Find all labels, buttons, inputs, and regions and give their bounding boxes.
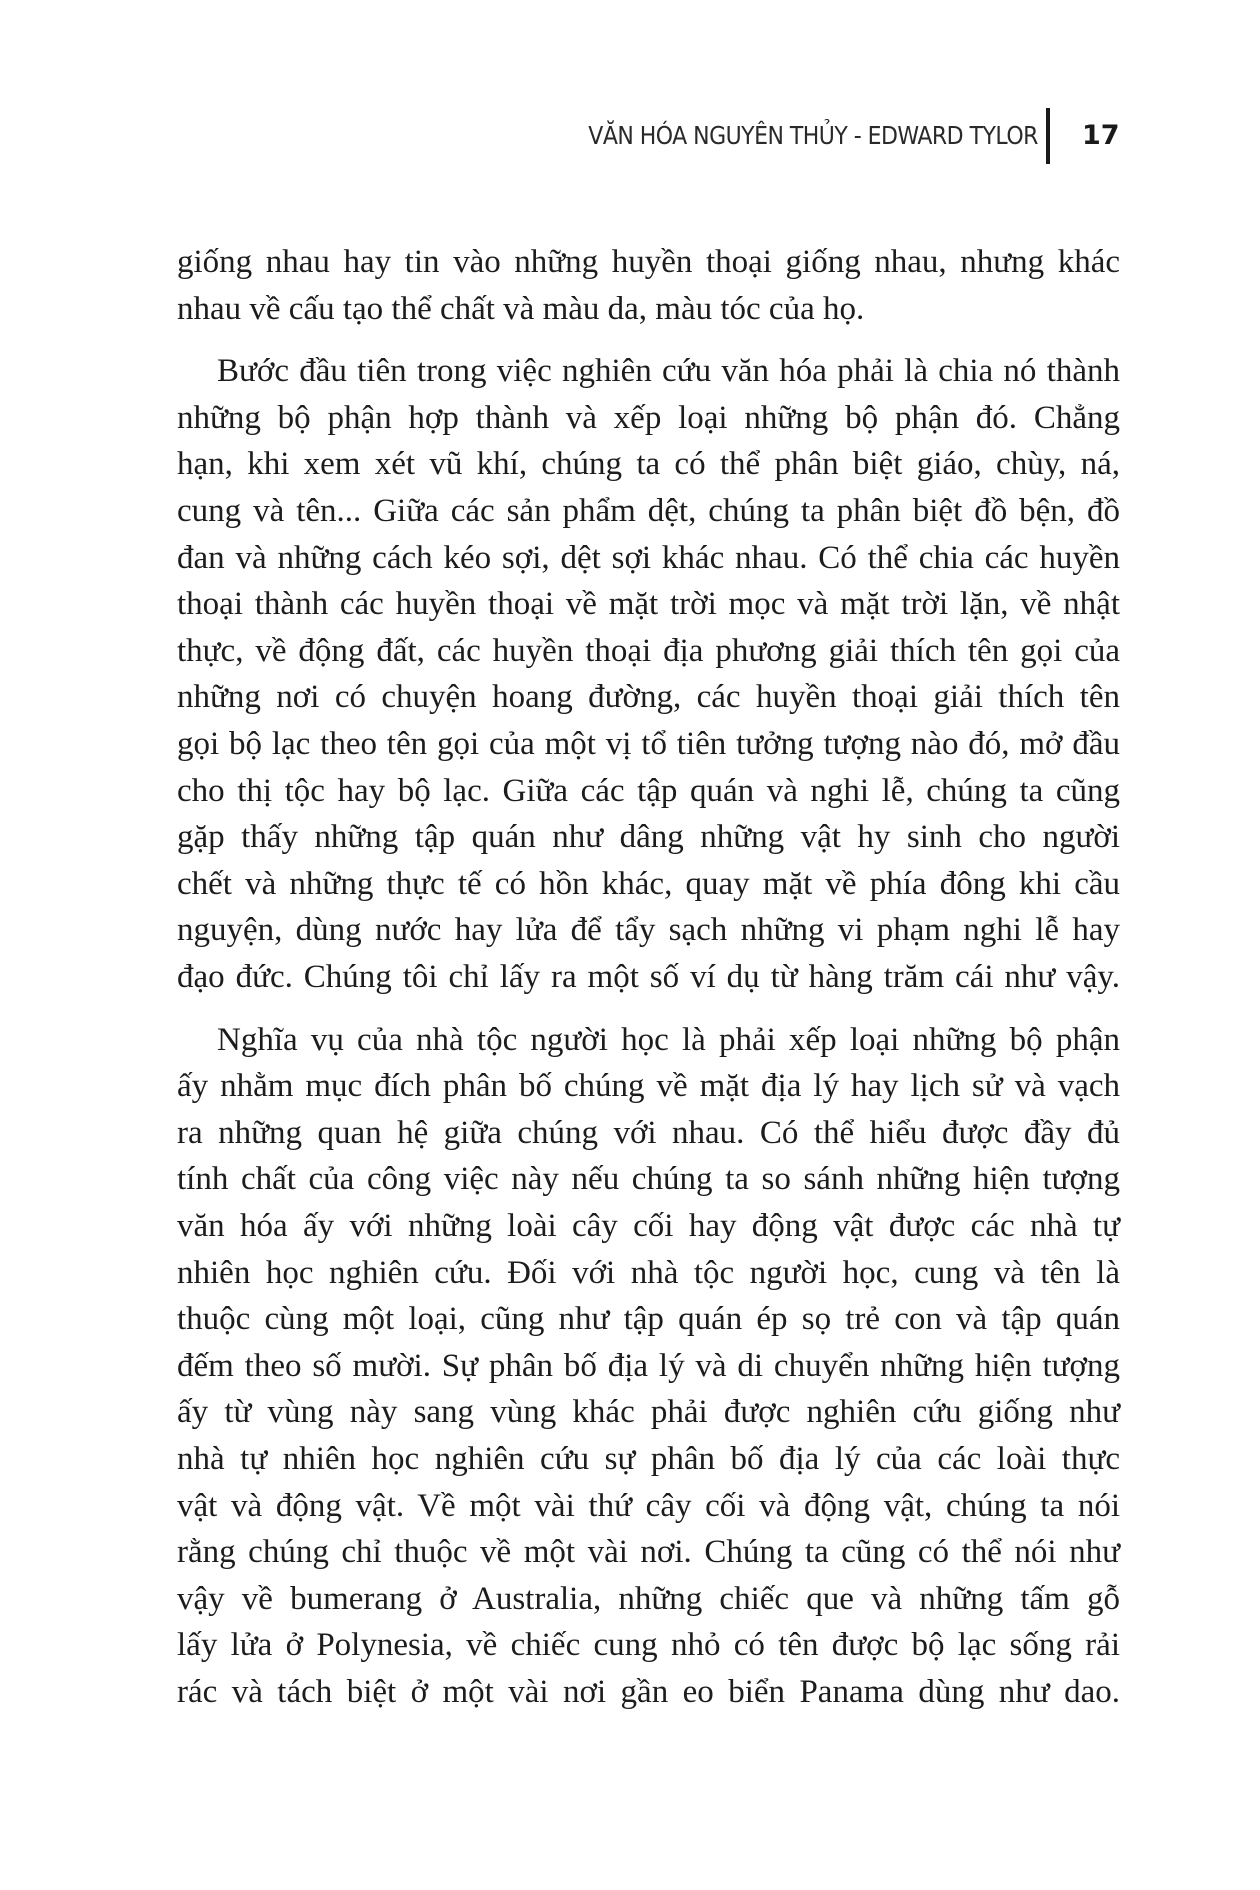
text-line: Bước đầu tiên trong việc nghiên cứu văn hóa phải là chia nó thành	[217, 353, 1120, 390]
running-title: VĂN HÓA NGUYÊN THỦY - EDWARD TYLOR	[588, 121, 1038, 150]
text-line: nhiên học nghiên cứu. Đối với nhà tộc người học, cung và tên là	[177, 1254, 1120, 1291]
text-line: đạo đức. Chúng tôi chỉ lấy ra một số ví dụ từ hàng trăm cái như vậy.	[177, 959, 1120, 995]
text-line: thuộc cùng một loại, cũng như tập quán ép sọ trẻ con và tập quán	[177, 1301, 1120, 1338]
text-line: nhà tự nhiên học nghiên cứu sự phân bố địa lý của các loài thực	[177, 1441, 1120, 1477]
text-line: những nơi có chuyện hoang đường, các huyền thoại giải thích tên	[177, 679, 1120, 716]
text-line: đan và những cách kéo sợi, dệt sợi khác nhau. Có thể chia các huyền	[177, 539, 1120, 576]
text-line: văn hóa ấy với những loài cây cối hay động vật được các nhà tự	[177, 1208, 1120, 1244]
text-line: nhau về cấu tạo thể chất và màu da, màu tóc của họ.	[177, 290, 865, 327]
running-header	[0, 112, 1260, 168]
text-line: cho thị tộc hay bộ lạc. Giữa các tập quán và nghi lễ, chúng ta cũng	[177, 772, 1120, 809]
text-line: Nghĩa vụ của nhà tộc người học là phải xếp loại những bộ phận	[217, 1021, 1120, 1058]
text-line: lấy lửa ở Polynesia, về chiếc cung nhỏ có tên được bộ lạc sống rải	[177, 1627, 1120, 1664]
page-number: 17	[1082, 120, 1120, 151]
text-line: chết và những thực tế có hồn khác, quay mặt về phía đông khi cầu	[177, 865, 1120, 902]
text-line: nguyện, dùng nước hay lửa để tẩy sạch những vi phạm nghi lễ hay	[177, 912, 1120, 949]
text-line: giống nhau hay tin vào những huyền thoại giống nhau, nhưng khác	[177, 244, 1120, 280]
text-line: ấy từ vùng này sang vùng khác phải được nghiên cứu giống như	[177, 1394, 1120, 1431]
text-line: đếm theo số mười. Sự phân bố địa lý và di chuyển những hiện tượng	[177, 1347, 1120, 1384]
text-line: ra những quan hệ giữa chúng với nhau. Có thể hiểu được đầy đủ	[177, 1114, 1120, 1151]
header-divider	[1046, 108, 1050, 164]
text-line: những bộ phận hợp thành và xếp loại những bộ phận đó. Chẳng	[177, 399, 1120, 436]
text-line: thoại thành các huyền thoại về mặt trời mọc và mặt trời lặn, về nhật	[177, 586, 1120, 623]
text-line: cung và tên... Giữa các sản phẩm dệt, chúng ta phân biệt đồ bện, đồ	[177, 493, 1120, 529]
text-line: gọi bộ lạc theo tên gọi của một vị tổ tiên tưởng tượng nào đó, mở đầu	[177, 726, 1120, 762]
text-line: rằng chúng chỉ thuộc về một vài nơi. Chúng ta cũng có thể nói như	[177, 1534, 1120, 1571]
text-line: hạn, khi xem xét vũ khí, chúng ta có thể phân biệt giáo, chùy, ná,	[177, 446, 1120, 483]
text-line: vật và động vật. Về một vài thứ cây cối và động vật, chúng ta nói	[177, 1487, 1120, 1524]
text-line: gặp thấy những tập quán như dâng những vật hy sinh cho người	[177, 819, 1120, 856]
text-line: ấy nhằm mục đích phân bố chúng về mặt địa lý hay lịch sử và vạch	[177, 1068, 1120, 1105]
text-line: vậy về bumerang ở Australia, những chiếc que và những tấm gỗ	[177, 1580, 1120, 1617]
text-line: thực, về động đất, các huyền thoại địa phương giải thích tên gọi của	[177, 632, 1120, 669]
text-line: tính chất của công việc này nếu chúng ta so sánh những hiện tượng	[177, 1161, 1120, 1198]
text-line: rác và tách biệt ở một vài nơi gần eo biển Panama dùng như dao.	[177, 1674, 1120, 1710]
